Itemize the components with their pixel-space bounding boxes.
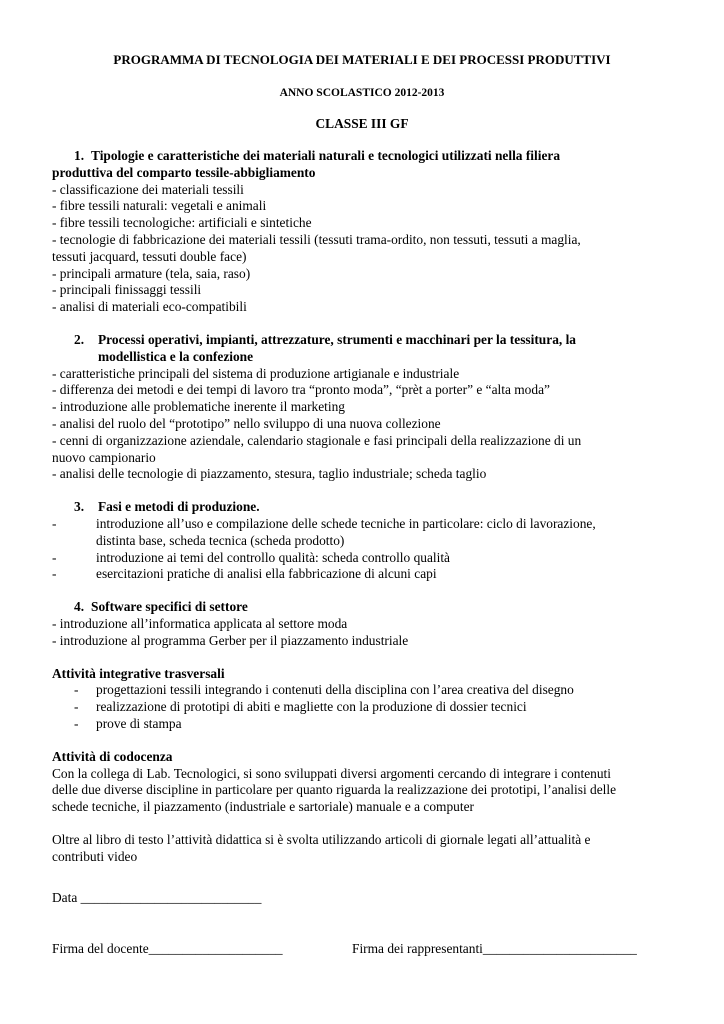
list-dash: - (74, 699, 79, 715)
class-label: CLASSE III GF (315, 116, 409, 131)
list-item (52, 516, 672, 550)
section-2-number: 2. (74, 331, 85, 347)
section-2-title-line2: modellistica e la confezione (98, 348, 254, 364)
paragraph-line: delle due diverse discipline in particolare per quanto riguarda la realizzazione dei prototipi, l’analisi delle (52, 782, 617, 798)
list-item: - fibre tessili naturali: vegetali e animali (52, 198, 267, 214)
list-text: esercitazioni pratiche di analisi ella fabbricazione di alcuni capi (96, 566, 437, 582)
list-dash: - (52, 566, 57, 582)
list-dash: - (74, 682, 79, 698)
integrative-title: Attività integrative trasversali (52, 665, 225, 681)
codocenza (52, 749, 672, 816)
codocenza-title: Attività di codocenza (52, 748, 173, 764)
didactic-note (52, 832, 672, 866)
section-2 (52, 332, 672, 483)
list-item: - analisi di materiali eco-compatibili (52, 299, 247, 315)
paragraph-line: Con la collega di Lab. Tecnologici, si sono sviluppati diversi argomenti cercando di integrare i contenuti (52, 765, 611, 781)
list-item: - introduzione al programma Gerber per il piazzamento industriale (52, 632, 409, 648)
list-item: - classificazione dei materiali tessili (52, 181, 244, 197)
list-dash: - (52, 549, 57, 565)
section-4-number: 4. (74, 599, 85, 615)
list-item: - introduzione alle problematiche inerente il marketing (52, 399, 345, 415)
list-item (52, 699, 672, 716)
list-item (52, 550, 672, 567)
section-1-number: 1. (74, 148, 85, 163)
paragraph-line: contributi video (52, 848, 138, 864)
list-text: prove di stampa (96, 715, 182, 731)
section-1 (52, 148, 672, 316)
list-item: - fibre tessili tecnologiche: artificiali e sintetiche (52, 215, 312, 231)
list-item: - introduzione all’informatica applicata al settore moda (52, 615, 348, 631)
list-item: - analisi delle tecnologie di piazzamento, stesura, taglio industriale; scheda taglio (52, 466, 487, 482)
section-3-heading (52, 499, 672, 516)
section-1-title: Tipologie e caratteristiche dei materiali naturali e tecnologici utilizzati nella filiera (91, 148, 561, 163)
list-text: introduzione ai temi del controllo qualità: scheda controllo qualità (96, 549, 451, 565)
list-item: - differenza dei metodi e dei tempi di lavoro tra “pronto moda”, “prèt a porter” e “alta moda” (52, 382, 550, 398)
section-1-title-cont: produttiva del comparto tessile-abbigliamento (52, 164, 316, 180)
list-item: - tecnologie di fabbricazione dei materiali tessili (tessuti trama-ordito, non tessuti, tessuti a maglia, (52, 231, 581, 247)
list-item (52, 566, 672, 583)
representatives-signature: Firma dei rappresentanti_______________________ (352, 941, 637, 956)
document-page (52, 52, 672, 881)
section-4 (52, 599, 672, 649)
date-field: Data ___________________________ (52, 890, 262, 905)
list-item: - cenni di organizzazione aziendale, calendario stagionale e fasi principali della realizzazione di un (52, 432, 582, 448)
list-item: - principali finissaggi tessili (52, 282, 202, 298)
section-2-title-line1: Processi operativi, impianti, attrezzature, strumenti e macchinari per la tessitura, la (98, 331, 577, 347)
document-title: PROGRAMMA DI TECNOLOGIA DEI MATERIALI E DEI PROCESSI PRODUTTIVI (113, 52, 611, 67)
paragraph-line: Oltre al libro di testo l’attività didattica si è svolta utilizzando articoli di giornale legati all’attualità e (52, 831, 591, 847)
list-text (96, 516, 672, 550)
list-text-line1: introduzione all’uso e compilazione delle schede tecniche in particolare: ciclo di lavorazione, (96, 515, 596, 531)
section-3-title: Fasi e metodi di produzione. (98, 499, 260, 515)
list-text: progettazioni tessili integrando i contenuti della disciplina con l’area creativa del disegno (96, 682, 574, 698)
section-2-heading (52, 332, 672, 366)
list-item: tessuti jacquard, tessuti double face) (52, 248, 247, 264)
list-dash: - (52, 515, 57, 531)
section-3 (52, 499, 672, 583)
integrative-activities (52, 666, 672, 733)
section-4-heading (52, 599, 672, 616)
list-dash: - (74, 715, 79, 731)
list-item: - principali armature (tela, saia, raso) (52, 265, 251, 281)
list-item (52, 716, 672, 733)
section-1-heading (52, 148, 672, 165)
list-item: - analisi del ruolo del “prototipo” nello sviluppo di una nuova collezione (52, 415, 441, 431)
list-item: - caratteristiche principali del sistema di produzione artigianale e industriale (52, 365, 460, 381)
section-2-title (98, 332, 672, 366)
section-3-number: 3. (74, 499, 85, 515)
school-year: ANNO SCOLASTICO 2012-2013 (279, 87, 445, 99)
list-text-line2: distinta base, scheda tecnica (scheda prodotto) (96, 532, 345, 548)
list-item (52, 682, 672, 699)
list-text: realizzazione di prototipi di abiti e magliette con la produzione di dossier tecnici (96, 699, 527, 715)
list-item: nuovo campionario (52, 449, 156, 465)
teacher-signature: Firma del docente____________________ (52, 941, 283, 956)
section-4-title: Software specifici di settore (91, 599, 248, 615)
paragraph-line: schede tecniche, il piazzamento (industriale e sartoriale) manuale e a computer (52, 799, 474, 815)
